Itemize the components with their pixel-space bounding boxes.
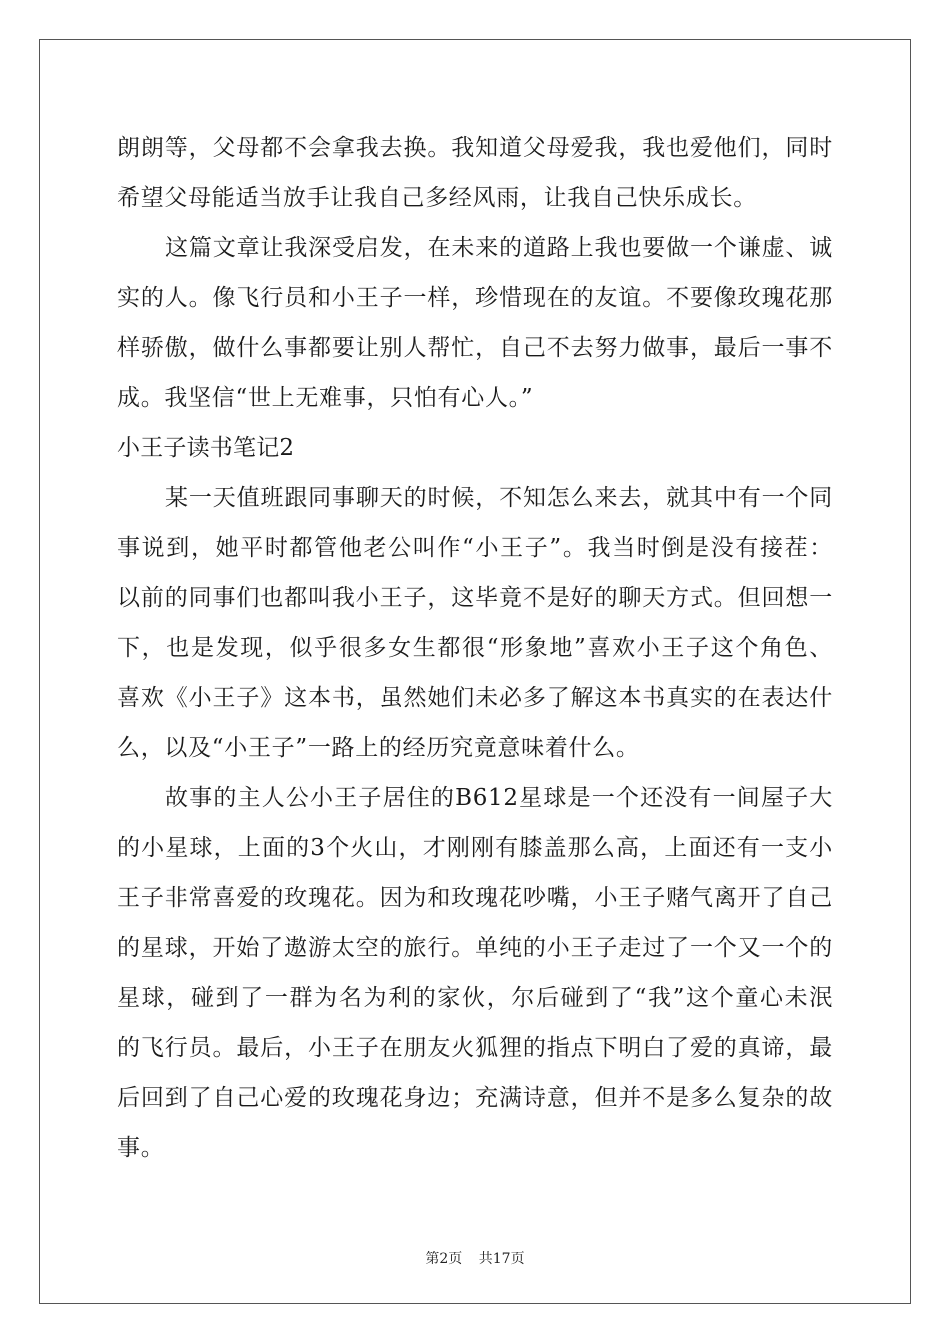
text-line: 喜欢《小王子》这本书，虽然她们未必多了解这本书真实的在表达什 — [117, 685, 833, 711]
paragraph-start: 故事的主人公小王子居住的B612星球是一个还没有一间屋子大 — [165, 785, 833, 811]
text-line: 朗朗等，父母都不会拿我去换。我知道父母爱我，我也爱他们，同时 — [117, 135, 833, 161]
page-number: 第2页 — [425, 1251, 463, 1267]
text-line: 成。我坚信“世上无难事，只怕有心人。” — [117, 385, 534, 411]
text-line: 下，也是发现，似乎很多女生都很“形象地”喜欢小王子这个角色、 — [117, 635, 833, 661]
text-line: 样骄傲，做什么事都要让别人帮忙，自己不去努力做事，最后一事不 — [117, 335, 833, 361]
text-line: 的飞行员。最后，小王子在朋友火狐狸的指点下明白了爱的真谛，最 — [117, 1035, 833, 1061]
text-line: 的小星球，上面的3个火山，才刚刚有膝盖那么高，上面还有一支小 — [117, 835, 833, 861]
text-line: 的星球，开始了遨游太空的旅行。单纯的小王子走过了一个又一个的 — [117, 935, 833, 961]
page-footer — [0, 1248, 950, 1268]
text-line: 王子非常喜爱的玫瑰花。因为和玫瑰花吵嘴，小王子赌气离开了自己 — [117, 885, 833, 911]
document-body — [117, 123, 833, 1173]
text-line: 以前的同事们也都叫我小王子，这毕竟不是好的聊天方式。但回想一 — [117, 585, 833, 611]
text-line: 事。 — [117, 1135, 165, 1161]
section-heading: 小王子读书笔记2 — [117, 435, 295, 461]
text-line: 希望父母能适当放手让我自己多经风雨，让我自己快乐成长。 — [117, 185, 757, 211]
text-line: 事说到，她平时都管他老公叫作“小王子”。我当时倒是没有接茬： — [117, 535, 833, 561]
text-line: 实的人。像飞行员和小王子一样，珍惜现在的友谊。不要像玫瑰花那 — [117, 285, 833, 311]
paragraph-start: 这篇文章让我深受启发，在未来的道路上我也要做一个谦虚、诚 — [165, 235, 833, 261]
paragraph-start: 某一天值班跟同事聊天的时候，不知怎么来去，就其中有一个同 — [165, 485, 833, 511]
page-total: 共17页 — [478, 1251, 525, 1267]
text-line: 么，以及“小王子”一路上的经历究竟意味着什么。 — [117, 735, 640, 761]
text-line: 后回到了自己心爱的玫瑰花身边；充满诗意，但并不是多么复杂的故 — [117, 1085, 833, 1111]
text-line: 星球，碰到了一群为名为利的家伙，尔后碰到了“我”这个童心未泯 — [117, 985, 833, 1011]
